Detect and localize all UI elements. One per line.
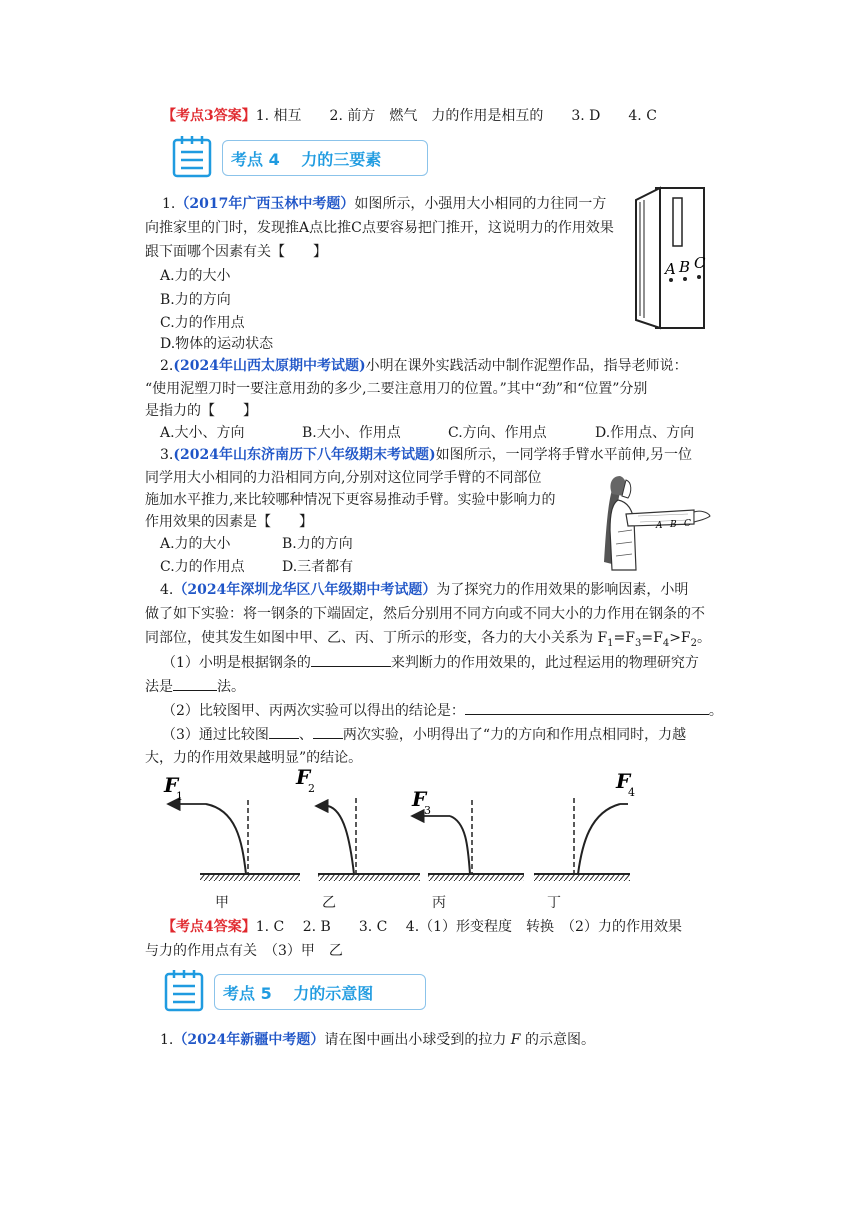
q1-option-a: A.力的大小 [160, 268, 231, 284]
q2-line2: “使用泥塑刀时一要注意用劲的多少,二要注意用刀的位置。”其中“劲”和“位置”分别 [145, 381, 648, 397]
q4-p1-blank-2[interactable] [173, 676, 217, 691]
q4-p2-a: （2）比较图甲、丙两次实验可以得出的结论是： [162, 703, 465, 719]
label-bing: 丙 [432, 895, 446, 911]
q2-text-1: 小明在课外实践活动中制作泥塑作品，指导老师说： [365, 358, 688, 374]
q4-line3-c: =F [641, 630, 663, 646]
arm-label-c: C [684, 519, 691, 529]
force-f2: F [296, 765, 311, 789]
q3-source: (2024年山东济南历下八年级期末考试题) [173, 447, 436, 463]
q4-line3-a: 同部位，使其发生如图中甲、乙、丙、丁所示的形变，各力的大小关系为 F [145, 630, 608, 646]
q3-option-a: A.力的大小 [160, 536, 231, 552]
q1-option-c: C.力的作用点 [160, 315, 245, 331]
force-f4: F [616, 769, 631, 793]
q2-option-c: C.方向、作用点 [448, 425, 547, 441]
q1-text-1: 如图所示，小强用大小相同的力往同一方 [354, 196, 607, 212]
q4-sub-2: 2 [690, 637, 698, 649]
label-jia: 甲 [215, 895, 229, 911]
q4-line3-end: 。 [697, 630, 712, 646]
q5-source: （2024年新疆中考题） [173, 1032, 325, 1048]
q4-part3-line1 [162, 724, 686, 745]
q2-line3: 是指力的【 】 [145, 403, 257, 419]
q3-line4: 作用效果的因素是【 】 [145, 514, 313, 530]
panel-bing [411, 787, 524, 881]
section-4-title-box [222, 140, 428, 176]
q4-sub-3: 3 [635, 637, 642, 649]
section-5-banner [164, 966, 432, 1016]
door-figure [630, 184, 710, 334]
answer-3-tag: 【考点3答案】 [162, 108, 256, 124]
q4-part3-line2: 大，力的作用效果越明显”的结论。 [145, 750, 363, 766]
q4-line2: 做了如下实验：将一钢条的下端固定，然后分别用不同方向或不同大小的力作用在钢条的不 [145, 606, 705, 622]
q4-p3-c: 两次实验，小明得出了“力的方向和作用点相同时，力越 [342, 727, 687, 743]
door-label-a: A [665, 260, 676, 278]
q1-option-d: D.物体的运动状态 [160, 336, 274, 352]
q4-p2-blank[interactable] [465, 700, 709, 715]
q5-number: 1. [160, 1032, 174, 1048]
q4-p1-c: 法是 [145, 679, 173, 695]
q4-source: （2024年深圳龙华区八年级期中考试题） [173, 582, 437, 598]
q4-p3-b: 、 [298, 727, 313, 743]
q4-part2 [162, 700, 723, 721]
door-label-b: B [679, 258, 691, 276]
panel-jia [163, 773, 300, 881]
arm-label-b: B [670, 520, 677, 530]
arm-figure [598, 470, 718, 575]
q4-p1-a: （1）小明是根据钢条的 [162, 655, 311, 671]
panel-yi [295, 765, 420, 881]
q4-line3 [145, 628, 711, 654]
force-f3: F [412, 787, 427, 811]
force-f1-sub: 1 [176, 790, 183, 803]
q2-option-a: A.大小、方向 [160, 425, 245, 441]
q3-option-b: B.力的方向 [282, 536, 353, 552]
force-f3-sub: 3 [424, 804, 431, 817]
q3-number: 3. [160, 447, 174, 463]
q2-line1 [160, 356, 688, 376]
force-f4-sub: 4 [628, 786, 635, 799]
answer-4-tag: 【考点4答案】 [162, 919, 256, 935]
q4-line3-d: >F [669, 630, 691, 646]
section-5-title: 考点 5 力的示意图 [223, 984, 374, 1003]
q3-option-d: D.三者都有 [282, 559, 354, 575]
q4-line3-b: =F [613, 630, 635, 646]
force-f2-sub: 2 [308, 782, 315, 795]
q4-p3-a: （3）通过比较图 [162, 727, 269, 743]
label-yi: 乙 [322, 895, 336, 911]
q4-sub-1: 1 [607, 637, 614, 649]
q3-line2: 同学用大小相同的力沿相同方向,分别对这位同学手臂的不同部位 [145, 470, 542, 486]
q1-line2: 向推家里的门时，发现推A点比推C点要容易把门推开，这说明力的作用效果 [145, 220, 614, 236]
section-4-banner [172, 132, 432, 182]
panel-ding [534, 769, 635, 881]
answer-4-line2: 与力的作用点有关 （3）甲 乙 [145, 943, 343, 959]
q4-part1-line1 [162, 652, 699, 673]
q4-p2-b: 。 [708, 703, 723, 719]
q4-sub-4: 4 [662, 637, 670, 649]
q5-force-symbol: F [510, 1032, 521, 1048]
q2-option-b: B.大小、作用点 [302, 425, 401, 441]
arm-label-a: A [656, 521, 663, 531]
section-5-title-box [214, 974, 426, 1010]
q3-line1 [160, 445, 692, 465]
q4-number: 4. [160, 582, 174, 598]
notebook-icon-2 [164, 968, 204, 1012]
q5-line [160, 1030, 595, 1050]
q4-part1-line2 [145, 676, 245, 697]
q4-p1-blank-1[interactable] [311, 652, 391, 667]
q2-number: 2. [160, 358, 174, 374]
q2-source: (2024年山西太原期中考试题) [173, 358, 366, 374]
q1-option-b: B.力的方向 [160, 292, 231, 308]
q5-text-a: 请在图中画出小球受到的拉力 [324, 1032, 511, 1048]
answer-3-line [162, 106, 657, 126]
q4-text-1: 为了探究力的作用效果的影响因素，小明 [436, 582, 689, 598]
q3-line3: 施加水平推力,来比较哪种情况下更容易推动手臂。实验中影响力的 [145, 492, 556, 508]
answer-4-text-1: 1. C 2. B 3. C 4.（1）形变程度 转换 （2）力的作用效果 [255, 919, 682, 935]
q3-option-c: C.力的作用点 [160, 559, 245, 575]
q4-line1 [160, 580, 688, 600]
q4-p3-blank-2[interactable] [313, 724, 343, 739]
q1-line1 [162, 194, 606, 214]
answer-4-line1 [162, 917, 682, 937]
q1-source: （2017年广西玉林中考题） [175, 196, 355, 212]
label-ding: 丁 [547, 895, 561, 911]
force-f1: F [164, 773, 179, 797]
steel-strip-figure [150, 760, 640, 910]
q5-text-b: 的示意图。 [520, 1032, 595, 1048]
answer-3-text: 1. 相互 2. 前方 燃气 力的作用是相互的 3. D 4. C [255, 108, 657, 124]
door-label-c: C [694, 254, 706, 272]
q1-line3: 跟下面哪个因素有关【 】 [145, 244, 327, 260]
q4-p1-b: 来判断力的作用效果的，此过程运用的物理研究方 [390, 655, 699, 671]
q4-p3-blank-1[interactable] [269, 724, 299, 739]
section-4-title: 考点 4 力的三要素 [231, 150, 382, 169]
q2-option-d: D.作用点、方向 [595, 425, 695, 441]
notebook-icon [172, 134, 212, 178]
q4-p1-d: 法。 [217, 679, 245, 695]
q1-number: 1. [162, 196, 176, 212]
q3-text-1: 如图所示，一同学将手臂水平前伸,另一位 [435, 447, 693, 463]
